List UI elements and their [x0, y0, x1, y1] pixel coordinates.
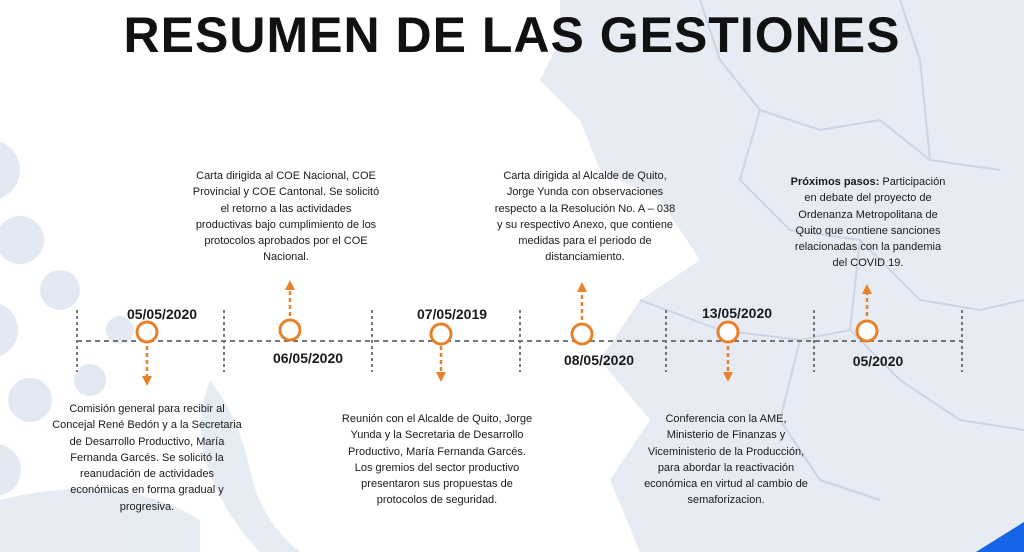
- event-description-3: Reunión con el Alcalde de Quito, Jorge Yunda y la Secretaria de Desarrollo Productivo, María Fernanda Garcés. Los gremios del sector productivo presentaron sus propuestas de protocolos de seguridad.: [341, 413, 533, 507]
- event-date-2: 06/05/2020: [272, 350, 344, 366]
- next-steps-label: Próximos pasos:: [790, 176, 880, 188]
- marker-6: [857, 321, 877, 341]
- page-title: RESUMEN DE LAS GESTIONES: [123, 7, 901, 63]
- marker-5: [718, 322, 738, 342]
- event-date-5: 13/05/2020: [701, 305, 773, 321]
- event-description-1: Comisión general para recibir al Concejal René Bedón y a la Secretaria de Desarrollo Productivo, María Fernanda Garcés. Se solicitó la reanudación de actividades económicas en forma gradual y progresiva.: [52, 403, 242, 513]
- marker-3: [431, 324, 451, 344]
- event-description-5: Conferencia con la AME, Ministerio de Finanzas y Viceministerio de la Producción, para abordar la reactivación económica en virtud al cambio de semaforizacion.: [644, 413, 808, 507]
- marker-1: [137, 322, 157, 342]
- corner-accent: [976, 522, 1024, 552]
- event-description-4: Carta dirigida al Alcalde de Quito, Jorge Yunda con observaciones respecto a la Resolución No. A – 038 y su respectivo Anexo, que contiene medidas para el periodo de distanciamiento.: [494, 170, 676, 264]
- marker-2: [280, 320, 300, 340]
- event-description-2: Carta dirigida al COE Nacional, COE Provincial y COE Cantonal. Se solicitó el retorno a las actividades productivas bajo cumplimiento de los protocolos aprobados por el COE Nacional.: [192, 170, 380, 264]
- event-date-4: 08/05/2020: [563, 352, 635, 368]
- event-date-1: 05/05/2020: [126, 306, 198, 322]
- marker-4: [572, 324, 592, 344]
- event-description-6: Próximos pasos: Participación en debate del proyecto de Ordenanza Metropolitana de Quito que contiene sanciones relacionadas con la pandemia del COVID 19.: [790, 176, 946, 270]
- event-date-6: 05/2020: [852, 353, 904, 369]
- event-date-3: 07/05/2019: [416, 306, 488, 322]
